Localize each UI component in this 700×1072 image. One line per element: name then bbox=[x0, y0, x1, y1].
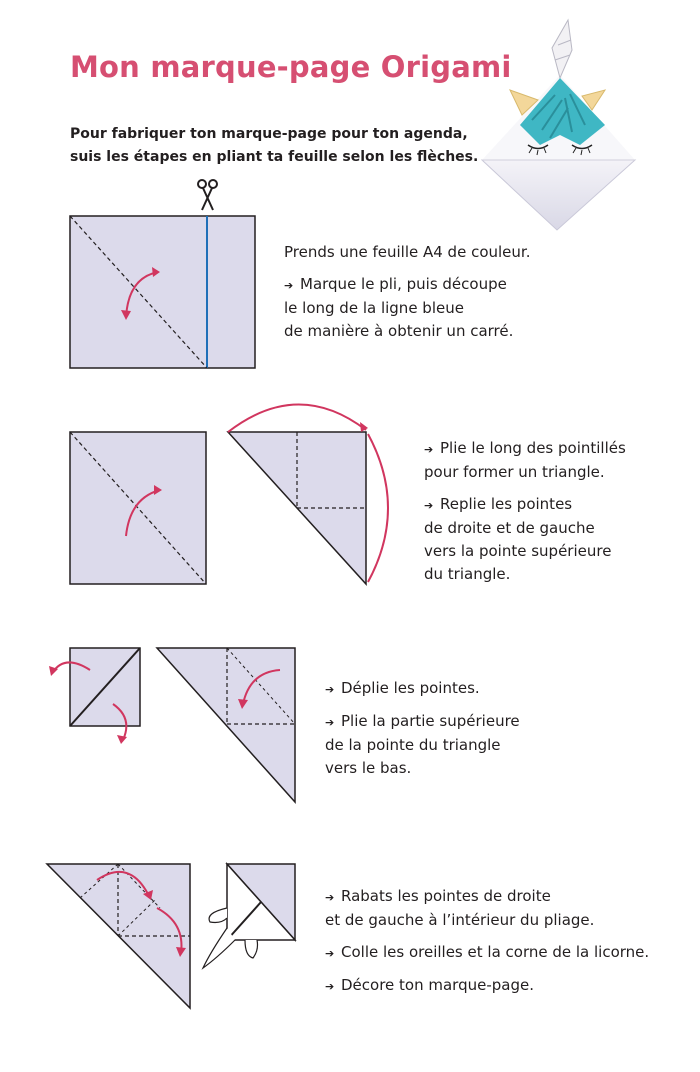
arrow-icon: ➔ bbox=[325, 980, 335, 993]
step1-text bbox=[284, 241, 530, 352]
arrow-icon: ➔ bbox=[325, 891, 335, 904]
instruction: ➔ Décore ton marque-page. bbox=[325, 974, 649, 998]
step1-diagram bbox=[68, 178, 268, 373]
instruction: ➔ Rabats les pointes de droite et de gauche à l’intérieur du pliage. bbox=[325, 887, 595, 929]
intro-text bbox=[70, 123, 500, 169]
arrow-icon: ➔ bbox=[284, 279, 294, 292]
instruction: ➔ Plie la partie supérieure de la pointe du triangle vers le bas. bbox=[325, 712, 520, 777]
arrow-icon: ➔ bbox=[424, 499, 434, 512]
instruction: ➔ Replie les pointes de droite et de gauche vers la pointe supérieure du triangle. bbox=[424, 495, 612, 583]
page-title: Mon marque-page Origami bbox=[70, 50, 512, 84]
unicorn-bookmark-illustration bbox=[480, 20, 650, 240]
intro-line: Pour fabriquer ton marque-page pour ton agenda, bbox=[70, 126, 468, 142]
instruction: Prends une feuille A4 de couleur. bbox=[284, 243, 531, 261]
step4-diagram bbox=[45, 858, 305, 1018]
instruction: ➔ Plie le long des pointillés pour former un triangle. bbox=[424, 439, 626, 481]
arrow-icon: ➔ bbox=[325, 683, 335, 696]
arrow-icon: ➔ bbox=[325, 947, 335, 960]
step3-diagram bbox=[45, 642, 305, 807]
step2-text bbox=[424, 437, 626, 595]
instruction: ➔ Déplie les pointes. bbox=[325, 677, 520, 701]
arrow-icon: ➔ bbox=[325, 716, 335, 729]
intro-line: suis les étapes en pliant ta feuille selon les flèches. bbox=[70, 149, 479, 165]
step2-diagram bbox=[68, 398, 398, 598]
instruction: ➔ Colle les oreilles et la corne de la licorne. bbox=[325, 941, 649, 965]
scissors-icon bbox=[198, 180, 217, 210]
step4-text bbox=[325, 885, 649, 1007]
arrow-icon: ➔ bbox=[424, 443, 434, 456]
step3-text bbox=[325, 677, 520, 789]
instruction: ➔ Marque le pli, puis découpe le long de la ligne bleue de manière à obtenir un carré. bbox=[284, 275, 514, 340]
